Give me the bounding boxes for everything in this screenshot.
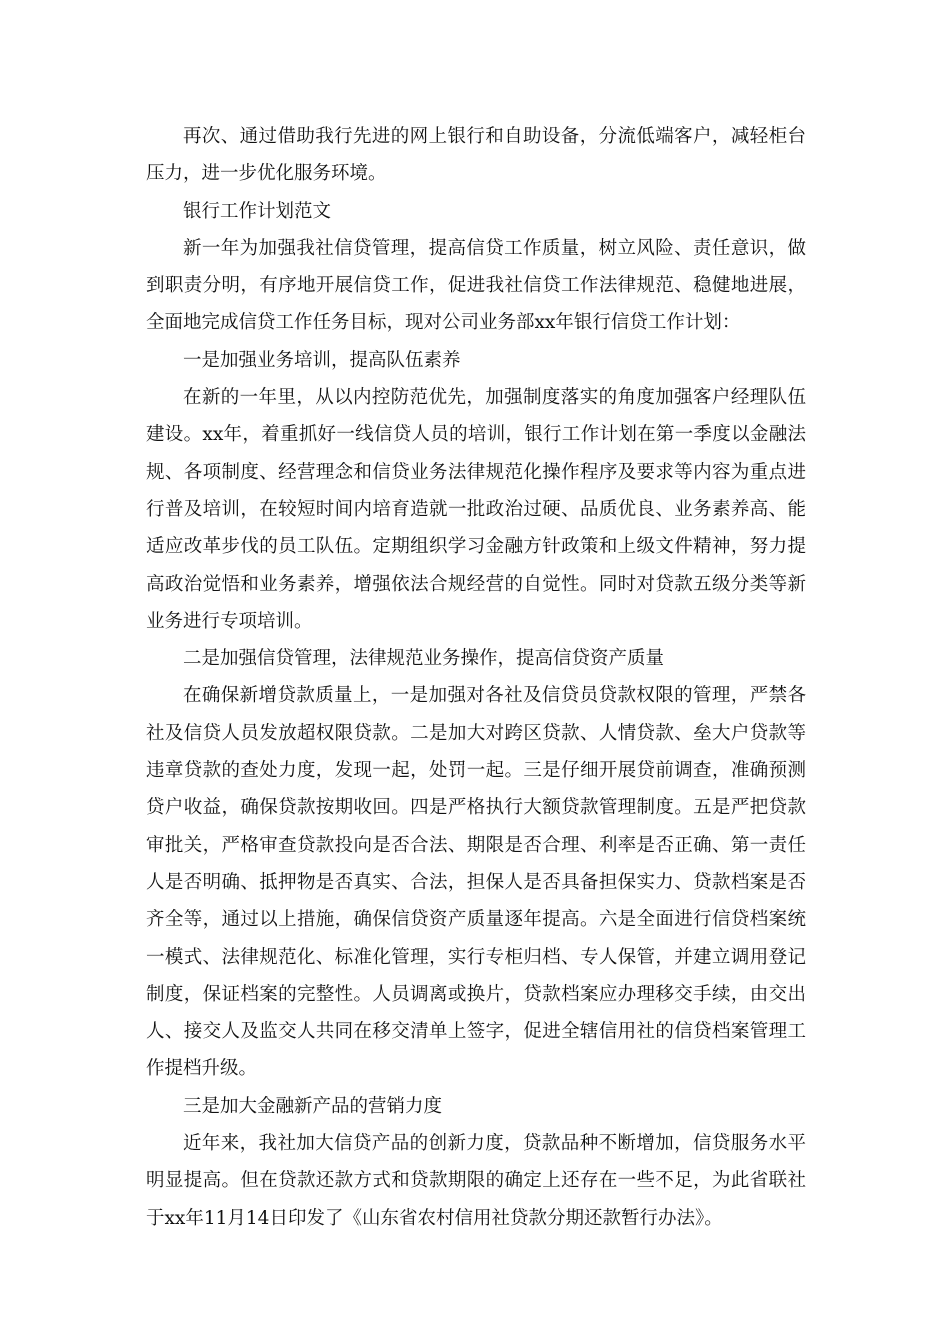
document-page [146, 118, 806, 1237]
paragraph-introduction: 新一年为加强我社信贷管理，提高信贷工作质量，树立风险、责任意识，做到职责分明，有序地开展信贷工作，促进我社信贷工作法律规范、稳健地进展，全面地完成信贷工作任务目标，现对公司业务部xx年银行信贷工作计划： [146, 237, 806, 334]
paragraph-new-products: 近年来，我社加大信贷产品的创新力度，贷款品种不断增加，信贷服务水平明显提高。但在贷款还款方式和贷款期限的确定上还存在一些不足，为此省联社于xx年11月14日印发了《山东省农村信用社贷款分期还款暂行办法》。 [146, 1133, 806, 1229]
paragraph-credit-management: 在确保新增贷款质量上，一是加强对各社及信贷员贷款权限的管理，严禁各社及信贷人员发放超权限贷款。二是加大对跨区贷款、人情贷款、垒大户贷款等违章贷款的查处力度，发现一起，处罚一起。三是仔细开展贷前调查，准确预测贷户收益，确保贷款按期收回。四是严格执行大额贷款管理制度。五是严把贷款审批关，严格审查贷款投向是否合法、期限是否合理、利率是否正确、第一责任人是否明确、抵押物是否真实、合法，担保人是否具备担保实力、贷款档案是否齐全等，通过以上措施，确保信贷资产质量逐年提高。六是全面进行信贷档案统一模式、法律规范化、标准化管理，实行专柜归档、专人保管，并建立调用登记制度，保证档案的完整性。人员调离或换片，贷款档案应办理移交手续，由交出人、接交人及监交人共同在移交清单上签字，促进全辖信用社的信贷档案管理工作提档升级。 [146, 685, 806, 1080]
heading-training: 一是加强业务培训，提高队伍素养 [183, 349, 461, 371]
paragraph-service-environment: 再次、通过借助我行先进的网上银行和自助设备，分流低端客户，减轻柜台压力，进一步优化服务环境。 [146, 126, 806, 185]
heading-credit-management: 二是加强信贷管理，法律规范业务操作，提高信贷资产质量 [183, 648, 665, 670]
paragraph-training: 在新的一年里，从以内控防范优先，加强制度落实的角度加强客户经理队伍建设。xx年，着重抓好一线信贷人员的培训，银行工作计划在第一季度以金融法规、各项制度、经营理念和信贷业务法律规范化操作程序及要求等内容为重点进行普及培训，在较短时间内培育造就一批政治过硬、品质优良、业务素养高、能适应改革步伐的员工队伍。定期组织学习金融方针政策和上级文件精神，努力提高政治觉悟和业务素养，增强依法合规经营的自觉性。同时对贷款五级分类等新业务进行专项培训。 [146, 387, 806, 632]
heading-new-products-marketing: 三是加大金融新产品的营销力度 [183, 1095, 443, 1117]
section-title-bank-work-plan: 银行工作计划范文 [183, 200, 332, 222]
